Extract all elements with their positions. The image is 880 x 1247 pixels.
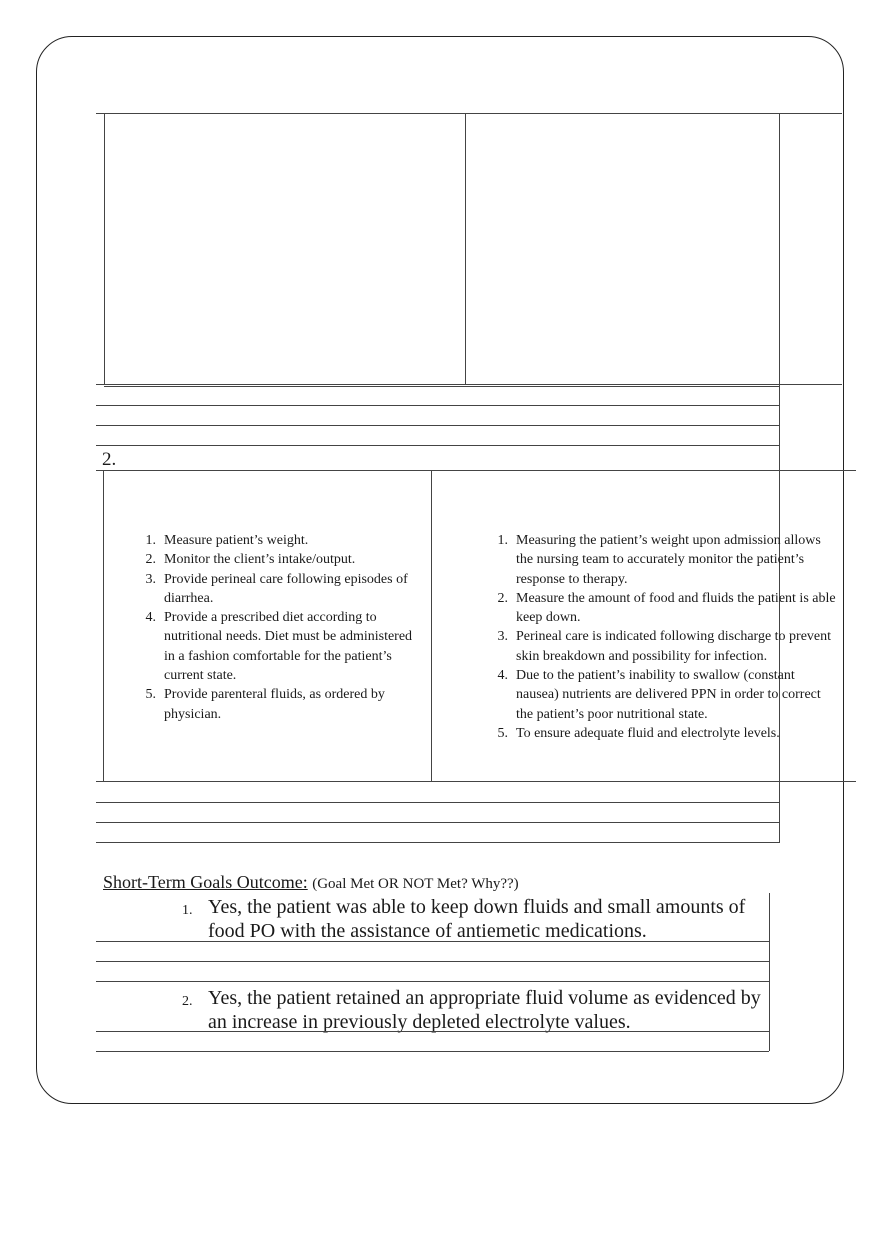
list-number: 1. [497, 533, 508, 548]
top-table-top-border [96, 113, 842, 114]
list-number: 2. [145, 552, 156, 568]
short-term-goals-title: Short-Term Goals Outcome: [103, 872, 308, 892]
writing-line [96, 445, 779, 446]
short-term-goals-subtitle: (Goal Met OR NOT Met? Why??) [312, 876, 519, 892]
intervention-item [136, 531, 426, 550]
goal-item-2 [182, 986, 768, 1034]
section-number: 2. [102, 449, 117, 470]
interventions-list [136, 531, 426, 724]
list-text: Measuring the patient’s weight upon admission allows the nursing team to accurately monitor the patient’s response to therapy. [516, 533, 821, 587]
list-number: 2. [497, 590, 508, 606]
rationales-list [488, 531, 836, 743]
care-table-left-border [103, 470, 104, 782]
care-table-bottom-border [96, 781, 856, 782]
rationale-item [488, 724, 836, 743]
goal-item-1 [182, 895, 768, 943]
short-term-goals-heading [103, 872, 519, 893]
list-number: 3. [497, 629, 508, 645]
care-table-top-border [96, 470, 856, 471]
writing-line [96, 842, 779, 843]
list-text: To ensure adequate fluid and electrolyte levels. [516, 725, 780, 741]
intervention-item [136, 570, 426, 609]
list-number: 5. [145, 687, 156, 703]
rationale-item [488, 627, 836, 666]
rationale-item [488, 531, 836, 589]
rationale-item [488, 589, 836, 628]
list-text: Measure patient’s weight. [164, 533, 309, 548]
writing-line [96, 961, 769, 962]
goal-text: Yes, the patient retained an appropriate fluid volume as evidenced by an increase in previously depleted electrolyte values. [208, 987, 761, 1033]
top-table-bottom-border [96, 384, 842, 385]
list-text: Provide parenteral fluids, as ordered by physician. [164, 687, 385, 722]
writing-line [96, 1031, 769, 1032]
intervention-item [136, 550, 426, 569]
list-number: 4. [145, 610, 156, 626]
intervention-item [136, 608, 426, 685]
writing-line [96, 1051, 769, 1052]
intervention-item [136, 685, 426, 724]
list-text: Measure the amount of food and fluids the patient is able keep down. [516, 590, 836, 626]
goals-right-border [769, 893, 770, 1051]
list-text: Monitor the client’s intake/output. [164, 552, 356, 568]
goal-text: Yes, the patient was able to keep down fluids and small amounts of food PO with the assistance of antiemetic medications. [208, 896, 746, 942]
writing-line [96, 802, 779, 803]
list-number: 4. [497, 668, 508, 684]
writing-line [96, 425, 779, 426]
rationale-item [488, 666, 836, 724]
goal-number: 1. [182, 903, 193, 918]
list-text: Provide a prescribed diet according to nutritional needs. Diet must be administered in a fashion comfortable for the patient’s current state. [164, 610, 413, 684]
writing-line [96, 941, 769, 942]
writing-line [96, 981, 769, 982]
list-number: 1. [145, 533, 156, 548]
top-table-right-border [779, 113, 780, 384]
writing-line [96, 405, 779, 406]
top-table-divider [465, 113, 466, 384]
care-table-divider [431, 470, 432, 782]
top-table-bottom-border-inner [104, 386, 779, 387]
top-table-left-border [104, 113, 105, 384]
goal-number: 2. [182, 994, 193, 1009]
writing-line [96, 822, 779, 823]
list-text: Perineal care is indicated following discharge to prevent skin breakdown and possibility for infection. [516, 629, 832, 664]
list-text: Due to the patient’s inability to swallow (constant nausea) nutrients are delivered PPN in order to correct the patient’s poor nutritional state. [516, 668, 821, 722]
list-number: 3. [145, 571, 156, 587]
list-number: 5. [497, 725, 508, 741]
list-text: Provide perineal care following episodes of diarrhea. [164, 571, 408, 606]
